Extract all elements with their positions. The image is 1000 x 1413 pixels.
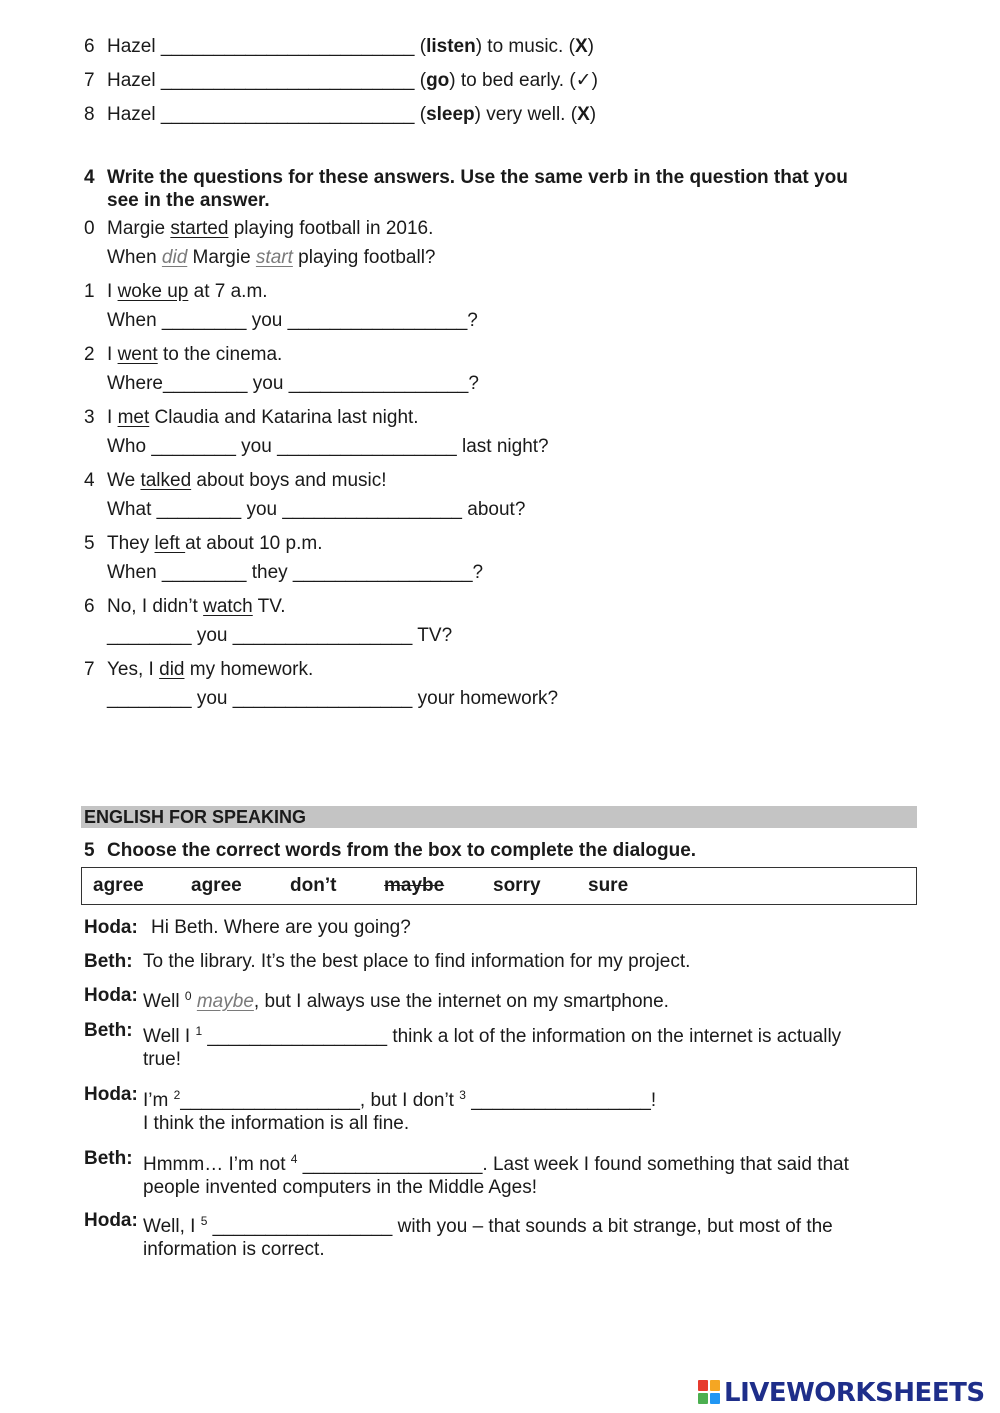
dialogue-line-cont: true! <box>143 1049 182 1070</box>
dialogue-text: , but I always use the internet on my smartphone. <box>253 991 669 1012</box>
item-number: 0 <box>84 218 95 239</box>
dialogue-line[interactable] <box>143 1084 656 1112</box>
answer-text: We <box>107 470 141 491</box>
section-heading-bar <box>81 806 917 828</box>
dialogue-line[interactable] <box>143 1148 849 1176</box>
underlined-verb: met <box>117 407 150 428</box>
dialogue-text: I’m <box>143 1090 174 1111</box>
answer-text: at about 10 p.m. <box>185 533 323 554</box>
logo-text: LIVEWORKSHEETS <box>724 1378 985 1408</box>
instruction-line-1: Write the questions for these answers. Use the same verb in the question that you <box>107 167 848 188</box>
question-with-blanks[interactable]: When ________ they _________________? <box>107 562 484 583</box>
item-number: 7 <box>84 659 95 680</box>
item-rest: ) to music. ( <box>475 36 575 57</box>
verb-prompt: sleep <box>426 104 475 125</box>
speaker-name: Beth: <box>84 1148 133 1169</box>
speaker-name: Beth: <box>84 951 133 972</box>
answer-text: my homework. <box>184 659 314 680</box>
answer-blank[interactable]: ________________________ <box>160 36 415 57</box>
question-text: When <box>107 247 162 268</box>
item-name: Hazel <box>107 70 156 91</box>
word-option-used: maybe <box>384 875 445 896</box>
answer-text: No, I didn’t <box>107 596 204 617</box>
answer-text: to the cinema. <box>157 344 283 365</box>
exercise-number: 5 <box>84 840 95 861</box>
answer-blank[interactable]: ________________________ <box>160 70 415 91</box>
answer-text: I <box>107 344 118 365</box>
question-with-blanks[interactable]: Where________ you _________________? <box>107 373 479 394</box>
gap-number: 0 <box>184 989 192 1003</box>
question-with-blanks[interactable]: What ________ you _________________ about? <box>107 499 526 520</box>
answer-text: Margie <box>107 218 171 239</box>
underlined-verb: left <box>154 533 186 554</box>
word-option: agree <box>191 875 242 896</box>
item-number: 6 <box>84 36 95 57</box>
item-rest: ) to bed early. ( <box>449 70 576 91</box>
dialogue-line-cont: people invented computers in the Middle Ages! <box>143 1177 537 1198</box>
answer-text: Claudia and Katarina last night. <box>149 407 419 428</box>
speaker-name: Hoda: <box>84 1210 138 1231</box>
underlined-verb: did <box>159 659 185 680</box>
answer-text: I <box>107 281 118 302</box>
underlined-verb: watch <box>203 596 253 617</box>
word-option: agree <box>93 875 144 896</box>
dialogue-line: To the library. It’s the best place to find information for my project. <box>143 951 691 972</box>
dialogue-text: Well I <box>143 1026 196 1047</box>
mark-symbol: X <box>574 36 588 57</box>
question-text: playing football? <box>292 247 436 268</box>
item-name: Hazel <box>107 104 156 125</box>
answer-blank[interactable]: ________________________ <box>160 104 415 125</box>
dialogue-line[interactable] <box>143 1210 833 1238</box>
gap-number: 1 <box>195 1024 203 1038</box>
dialogue-text-with-blank[interactable]: _________________, but I don’t <box>180 1090 460 1111</box>
word-box <box>81 867 917 905</box>
item-number: 2 <box>84 344 95 365</box>
verb-prompt: go <box>426 70 450 91</box>
question-with-blanks[interactable]: Who ________ you _________________ last night? <box>107 436 549 457</box>
gap-number: 3 <box>459 1088 466 1102</box>
dialogue-text-with-blank[interactable]: _________________ think a lot of the information on the internet is actually <box>202 1026 842 1047</box>
underlined-verb: went <box>117 344 158 365</box>
speaker-name: Hoda: <box>84 917 138 938</box>
gap-number: 2 <box>173 1088 181 1102</box>
gap-number: 5 <box>200 1214 208 1228</box>
dialogue-line-cont: I think the information is all fine. <box>143 1113 410 1134</box>
item-number: 6 <box>84 596 95 617</box>
question-with-blanks[interactable]: When ________ you _________________? <box>107 310 478 331</box>
dialogue-text: Hmmm… I’m not <box>143 1154 291 1175</box>
verb-prompt: listen <box>426 36 476 57</box>
answer-text: I <box>107 407 118 428</box>
dialogue-text-with-blank[interactable]: _________________ with you – that sounds a bit strange, but most of the <box>207 1216 833 1237</box>
speaker-name: Hoda: <box>84 1084 138 1105</box>
underlined-verb: woke up <box>117 281 189 302</box>
mark-symbol: ✓ <box>575 70 592 91</box>
item-number: 5 <box>84 533 95 554</box>
instruction-text: Choose the correct words from the box to complete the dialogue. <box>107 840 697 861</box>
item-number: 8 <box>84 104 95 125</box>
example-answer-word: maybe <box>196 991 254 1012</box>
speaker-name: Beth: <box>84 1020 133 1041</box>
dialogue-line <box>143 985 669 1013</box>
mark-symbol: X <box>577 104 590 125</box>
answer-text: about boys and music! <box>191 470 387 491</box>
item-number: 1 <box>84 281 95 302</box>
question-with-blanks[interactable]: ________ you _________________ your homework? <box>107 688 559 709</box>
word-option: sure <box>588 875 629 896</box>
dialogue-text-with-blank[interactable]: _________________. Last week I found something that said that <box>297 1154 849 1175</box>
question-with-blanks[interactable]: ________ you _________________ TV? <box>107 625 453 646</box>
dialogue-line-cont: information is correct. <box>143 1239 325 1260</box>
answer-text: Yes, I <box>107 659 160 680</box>
answer-text: playing football in 2016. <box>228 218 434 239</box>
dialogue-line: Hi Beth. Where are you going? <box>151 917 411 938</box>
dialogue-text: Well, I <box>143 1216 201 1237</box>
word-option: sorry <box>493 875 541 896</box>
dialogue-line[interactable] <box>143 1020 841 1048</box>
gap-number: 4 <box>290 1152 298 1166</box>
section-title: ENGLISH FOR SPEAKING <box>84 807 307 827</box>
item-number: 7 <box>84 70 95 91</box>
logo-badge-icon <box>698 1380 720 1404</box>
answer-text: at 7 a.m. <box>188 281 268 302</box>
dialogue-text: Well <box>143 991 185 1012</box>
example-filled-aux: did <box>161 247 188 268</box>
item-rest: ) very well. ( <box>474 104 578 125</box>
item-number: 3 <box>84 407 95 428</box>
dialogue-text-with-blank[interactable]: _________________! <box>465 1090 657 1111</box>
item-number: 4 <box>84 470 95 491</box>
answer-text: They <box>107 533 155 554</box>
underlined-verb: talked <box>140 470 192 491</box>
underlined-verb: started <box>170 218 229 239</box>
instruction-line-2: see in the answer. <box>107 190 270 211</box>
question-text: Margie <box>187 247 256 268</box>
exercise-number: 4 <box>84 167 95 188</box>
answer-text: TV. <box>252 596 286 617</box>
item-name: Hazel <box>107 36 156 57</box>
word-option: don’t <box>290 875 337 896</box>
example-filled-verb: start <box>255 247 293 268</box>
speaker-name: Hoda: <box>84 985 138 1006</box>
